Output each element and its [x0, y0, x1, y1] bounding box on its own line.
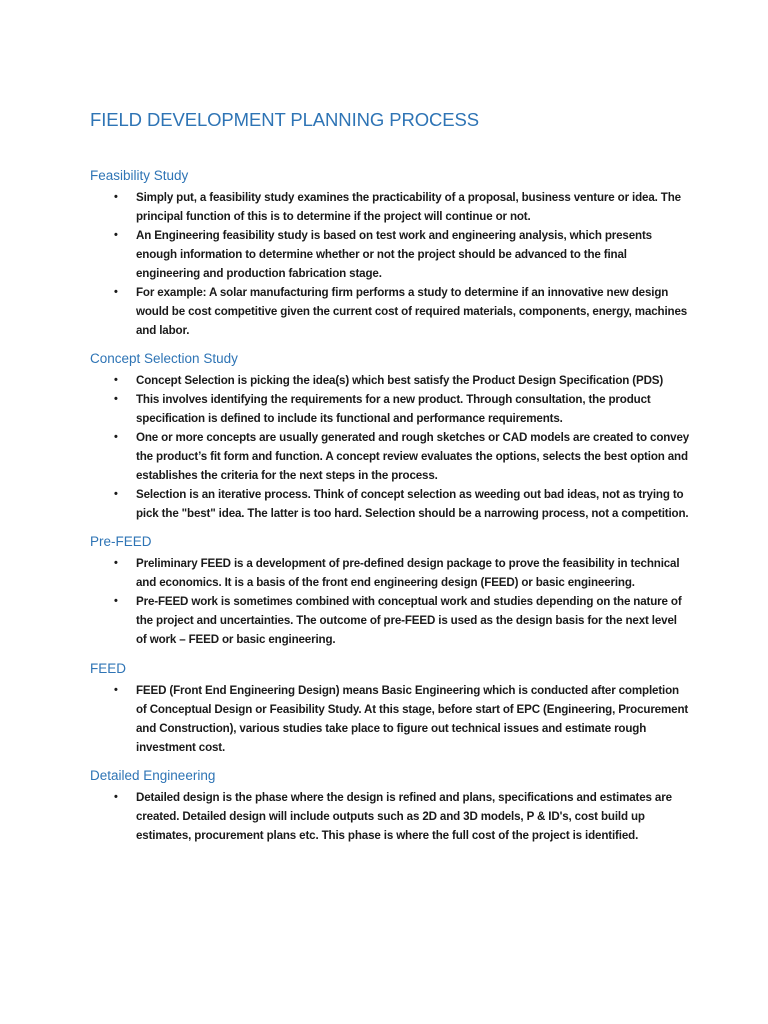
section-concept-selection-study — [90, 349, 690, 523]
bullet-icon: • — [114, 191, 118, 203]
bullet-item — [90, 554, 690, 592]
document-title: FIELD DEVELOPMENT PLANNING PROCESS — [90, 109, 479, 130]
bullet-icon: • — [114, 229, 118, 241]
bullet-item — [90, 485, 690, 523]
section-detailed-engineering — [90, 766, 690, 845]
bullet-icon: • — [114, 431, 118, 443]
bullet-list — [90, 188, 690, 340]
section-feasibility-study — [90, 166, 690, 340]
section-heading: FEED — [90, 661, 127, 676]
bullet-icon: • — [114, 557, 118, 569]
bullet-icon: • — [114, 374, 118, 386]
bullet-text: Concept Selection is picking the idea(s) which best satisfy the Product Design Specification (PDS) — [136, 374, 664, 387]
bullet-icon: • — [114, 791, 118, 803]
bullet-text: Preliminary FEED is a development of pre-defined design package to prove the feasibility in technical and economics. It is a basis of the front end engineering design (FEED) or basic engineering. — [136, 557, 680, 589]
bullet-list — [90, 681, 690, 757]
section-heading: Pre-FEED — [90, 534, 152, 549]
bullet-item — [90, 371, 690, 390]
bullet-item — [90, 428, 690, 485]
bullet-icon: • — [114, 684, 118, 696]
bullet-text: One or more concepts are usually generated and rough sketches or CAD models are created to convey the product’s fit form and function. A concept review evaluates the options, selects the best option and establishes the criteria for the next steps in the process. — [136, 431, 690, 482]
bullet-item — [90, 390, 690, 428]
bullet-list — [90, 554, 690, 649]
bullet-text: Detailed design is the phase where the design is refined and plans, specifications and estimates are created. Detailed design will include outputs such as 2D and 3D models, P & ID's, cost build up estimates, procurement plans etc. This phase is where the full cost of the project is identified. — [136, 791, 672, 842]
bullet-icon: • — [114, 595, 118, 607]
bullet-item — [90, 188, 690, 226]
bullet-list — [90, 371, 690, 523]
section-heading: Detailed Engineering — [90, 768, 216, 783]
bullet-item — [90, 283, 690, 340]
bullet-item — [90, 226, 690, 283]
section-pre-feed — [90, 532, 690, 649]
section-heading: Feasibility Study — [90, 168, 189, 183]
section-feed — [90, 659, 690, 757]
bullet-text: Pre-FEED work is sometimes combined with conceptual work and studies depending on the nature of the project and uncertainties. The outcome of pre-FEED is used as the design basis for the next level of work – FEED or basic engineering. — [136, 595, 682, 646]
bullet-text: For example: A solar manufacturing firm performs a study to determine if an innovative new design would be cost competitive given the current cost of required materials, components, energy, machines and labor. — [136, 286, 688, 337]
bullet-text: An Engineering feasibility study is based on test work and engineering analysis, which presents enough information to determine whether or not the project should be advanced to the final engineering and production fabrication stage. — [136, 229, 652, 280]
bullet-text: FEED (Front End Engineering Design) means Basic Engineering which is conducted after completion of Conceptual Design or Feasibility Study. At this stage, before start of EPC (Engineering, Procurement and Construction), various studies take place to figure out technical issues and estimate rough investment cost. — [136, 684, 689, 754]
bullet-text: This involves identifying the requirements for a new product. Through consultation, the product specification is defined to include its functional and performance requirements. — [136, 393, 651, 425]
document-page — [90, 106, 690, 845]
bullet-text: Simply put, a feasibility study examines the practicability of a proposal, business venture or idea. The principal function of this is to determine if the project will continue or not. — [136, 191, 681, 223]
bullet-item — [90, 788, 690, 845]
bullet-icon: • — [114, 393, 118, 405]
bullet-text: Selection is an iterative process. Think of concept selection as weeding out bad ideas, not as trying to pick the "best" idea. The latter is too hard. Selection should be a narrowing process, not a competition. — [136, 488, 689, 520]
bullet-icon: • — [114, 286, 118, 298]
section-heading: Concept Selection Study — [90, 351, 238, 366]
bullet-list — [90, 788, 690, 845]
bullet-icon: • — [114, 488, 118, 500]
bullet-item — [90, 681, 690, 757]
bullet-item — [90, 592, 690, 649]
